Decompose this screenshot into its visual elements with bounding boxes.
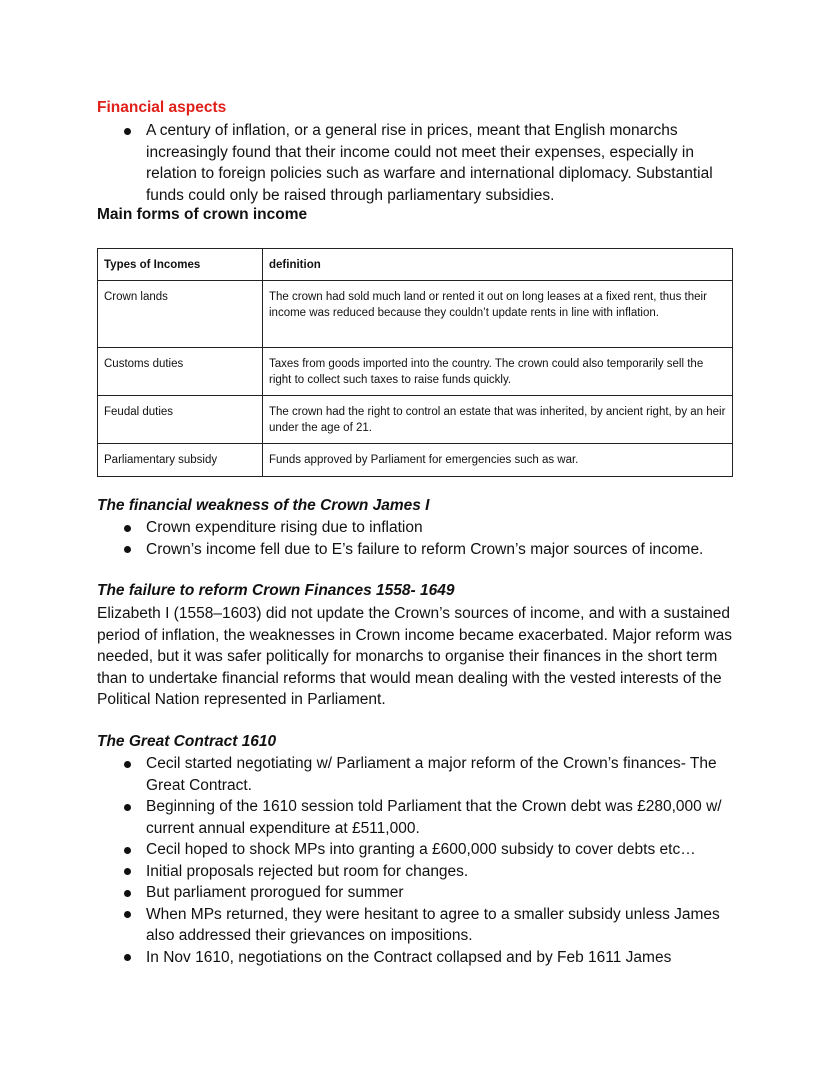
table-header-row: [98, 249, 733, 281]
failure-heading: The failure to reform Crown Finances 1558- 1649: [97, 582, 455, 599]
bullet-icon: [124, 761, 131, 768]
table-cell-definition: Taxes from goods imported into the country. The crown could also temporarily sell the right to collect such taxes to raise funds quickly.: [263, 347, 733, 395]
weakness-heading: The financial weakness of the Crown James I: [97, 497, 430, 514]
table-cell-type: Parliamentary subsidy: [98, 443, 263, 476]
financial-aspects-heading: Financial aspects: [97, 99, 227, 116]
list-item: [97, 796, 737, 839]
bullet-icon: [124, 954, 131, 961]
great-contract-heading: The Great Contract 1610: [97, 733, 277, 750]
list-item: [97, 120, 737, 206]
list-item-text: Cecil started negotiating w/ Parliament a major reform of the Crown’s finances- The Great Contract.: [146, 755, 717, 794]
great-contract-list: [97, 753, 737, 968]
bullet-icon: [124, 525, 131, 532]
list-item-text: But parliament prorogued for summer: [146, 884, 404, 901]
table-header-definition: definition: [263, 249, 733, 281]
list-item-text: When MPs returned, they were hesitant to agree to a smaller subsidy unless James also addressed their grievances on impositions.: [146, 905, 720, 944]
bullet-icon: [124, 890, 131, 897]
bullet-icon: [124, 128, 131, 135]
list-item: [97, 861, 737, 883]
table-cell-definition: The crown had the right to control an estate that was inherited, by ancient right, by an heir under the age of 21.: [263, 395, 733, 443]
list-item: [97, 753, 737, 796]
list-item: [97, 539, 737, 561]
list-item: [97, 947, 737, 969]
table-cell-type: Crown lands: [98, 280, 263, 347]
list-item-text: Beginning of the 1610 session told Parliament that the Crown debt was £280,000 w/ current annual expenditure at £511,000.: [146, 798, 722, 837]
table-row: [98, 443, 733, 476]
list-item-text: In Nov 1610, negotiations on the Contract collapsed and by Feb 1611 James: [146, 948, 672, 966]
failure-paragraph: Elizabeth I (1558–1603) did not update the Crown’s sources of income, and with a sustained period of inflation, the weaknesses in Crown income became exacerbated. Major reform was needed, but it was safer politically for monarchs to organise their finances in the short term than to undertake financial reforms that would mean dealing with the vested interests of the Political Nation represented in Parliament.: [97, 605, 732, 708]
bullet-icon: [124, 546, 131, 553]
list-item: [97, 882, 737, 904]
weakness-list: [97, 517, 737, 560]
bullet-icon: [124, 804, 131, 811]
list-item-text: Crown expenditure rising due to inflation: [146, 519, 423, 536]
financial-aspects-list: [97, 120, 737, 206]
table-row: [98, 347, 733, 395]
list-item-text: Crown’s income fell due to E’s failure to reform Crown’s major sources of income.: [146, 540, 704, 558]
bullet-icon: [124, 847, 131, 854]
list-item: [97, 839, 737, 861]
table-row: [98, 395, 733, 443]
list-item-text: Initial proposals rejected but room for changes.: [146, 862, 469, 880]
table-row: [98, 280, 733, 347]
table-cell-definition: The crown had sold much land or rented it out on long leases at a fixed rent, thus their income was reduced because they couldn’t update rents in line with inflation.: [263, 280, 733, 347]
bullet-icon: [124, 911, 131, 918]
crown-income-heading: Main forms of crown income: [97, 206, 308, 223]
table-cell-definition: Funds approved by Parliament for emergencies such as war.: [263, 443, 733, 476]
table-header-type: Types of Incomes: [98, 249, 263, 281]
bullet-icon: [124, 868, 131, 875]
table-cell-type: Feudal duties: [98, 395, 263, 443]
list-item-text: A century of inflation, or a general rise in prices, meant that English monarchs increasingly found that their income could not meet their expenses, especially in relation to foreign policies such as warfare and international diplomacy. Substantial funds could only be raised through parliamentary subsidies.: [146, 122, 713, 204]
list-item: [97, 904, 737, 947]
list-item-text: Cecil hoped to shock MPs into granting a £600,000 subsidy to cover debts etc…: [146, 841, 696, 858]
list-item: [97, 517, 737, 539]
table-cell-type: Customs duties: [98, 347, 263, 395]
crown-income-table: [97, 248, 733, 477]
